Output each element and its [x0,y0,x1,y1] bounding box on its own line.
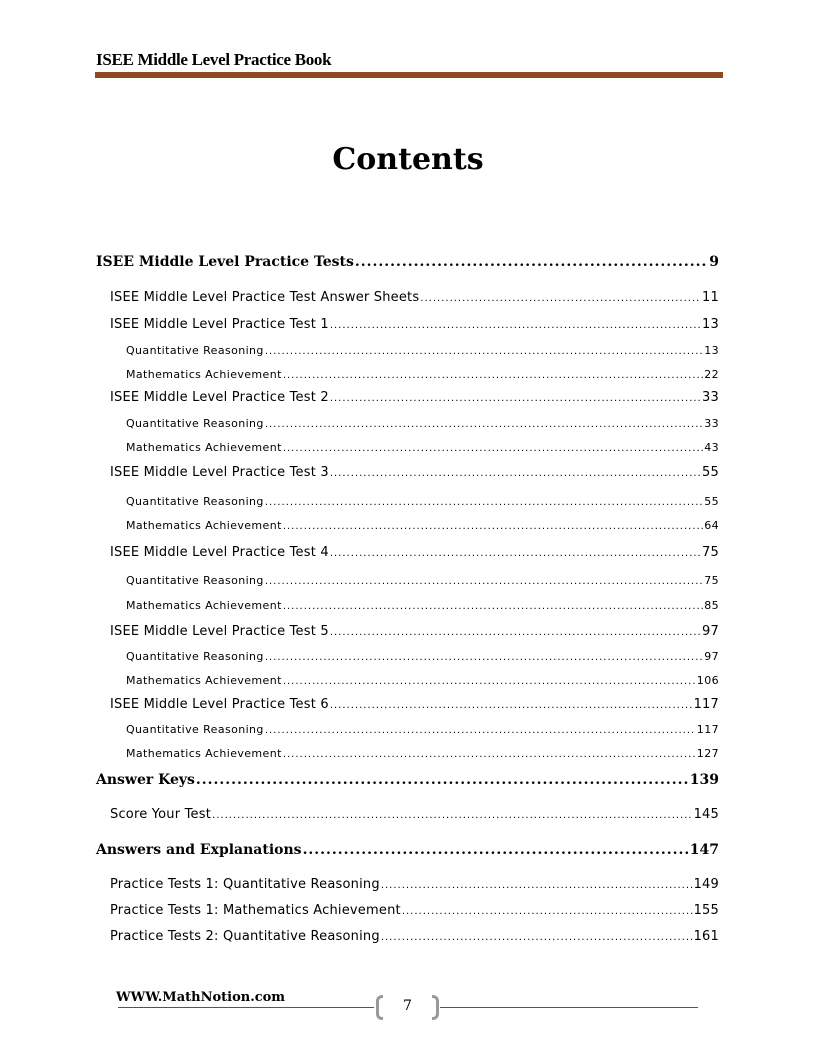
dot-leader [283,443,703,454]
toc-entry[interactable] [96,772,719,788]
toc-entry[interactable] [126,723,719,736]
toc-entry-title: ISEE Middle Level Practice Test 2 [110,390,329,405]
toc-entry-title: Quantitative Reasoning [126,723,264,736]
dot-leader [330,320,701,331]
toc-entry-title: Answers and Explanations [96,842,302,858]
toc-entry-page: 155 [693,903,719,918]
toc-entry-title: Mathematics Achievement [126,519,282,532]
toc-entry-page: 139 [689,772,719,788]
dot-leader [265,652,703,663]
toc-entry[interactable] [96,254,719,270]
toc-entry-title: Quantitative Reasoning [126,344,264,357]
toc-entry-title: Answer Keys [96,772,195,788]
toc-entry-title: ISEE Middle Level Practice Test 1 [110,317,329,332]
dot-leader [355,254,708,270]
left-bracket-ornament [376,995,383,1020]
toc-entry-page: 117 [693,697,719,712]
toc-entry-title: Practice Tests 1: Mathematics Achievement [110,903,401,918]
toc-entry-title: Mathematics Achievement [126,747,282,760]
toc-entry[interactable] [126,747,719,760]
toc-entry-page: 22 [704,368,719,381]
toc-entry-page: 33 [704,417,719,430]
toc-entry[interactable] [110,290,719,305]
toc-entry-page: 85 [704,599,719,612]
toc-entry-title: Mathematics Achievement [126,441,282,454]
toc-entry[interactable] [110,545,719,560]
toc-entry-title: Quantitative Reasoning [126,650,264,663]
dot-leader [402,906,693,917]
dot-leader [283,370,703,381]
toc-entry[interactable] [126,368,719,381]
dot-leader [381,880,693,891]
toc-entry[interactable] [126,674,719,687]
toc-entry-page: 145 [693,807,719,822]
toc-entry[interactable] [110,929,719,944]
toc-entry-page: 11 [702,290,719,305]
toc-entry-title: Practice Tests 2: Quantitative Reasoning [110,929,380,944]
toc-entry[interactable] [126,344,719,357]
footer-rule-left [118,1007,374,1008]
toc-entry-title: Mathematics Achievement [126,599,282,612]
toc-entry-page: 149 [693,877,719,892]
toc-entry-page: 43 [704,441,719,454]
dot-leader [381,932,693,943]
toc-entry-page: 147 [689,842,719,858]
toc-entry-title: Score Your Test [110,807,212,822]
dot-leader [212,810,693,821]
toc-entry[interactable] [126,574,719,587]
toc-entry[interactable] [110,465,719,480]
dot-leader [330,393,701,404]
toc-entry[interactable] [110,624,719,639]
dot-leader [283,521,703,532]
toc-entry-page: 75 [704,574,719,587]
dot-leader [265,725,696,736]
toc-entry[interactable] [126,650,719,663]
dot-leader [283,601,703,612]
dot-leader [196,772,689,788]
toc-entry-title: Mathematics Achievement [126,674,282,687]
website-link[interactable]: WWW.MathNotion.com [116,990,286,1005]
toc-entry-title: Practice Tests 1: Quantitative Reasoning [110,877,380,892]
toc-entry-page: 97 [702,624,719,639]
toc-entry[interactable] [126,519,719,532]
footer-rule-right [440,1007,698,1008]
toc-entry-title: Quantitative Reasoning [126,495,264,508]
toc-entry-page: 106 [696,674,719,687]
toc-entry-page: 13 [702,317,719,332]
toc-entry-title: ISEE Middle Level Practice Test 5 [110,624,329,639]
page-title: Contents [332,142,484,177]
right-bracket-ornament [432,995,439,1020]
toc-entry-title: Quantitative Reasoning [126,417,264,430]
book-title: ISEE Middle Level Practice Book [96,50,332,69]
dot-leader [330,700,693,711]
dot-leader [265,576,703,587]
toc-entry-title: Mathematics Achievement [126,368,282,381]
toc-entry-page: 33 [702,390,719,405]
toc-entry-title: ISEE Middle Level Practice Tests [96,254,354,270]
toc-entry-page: 161 [693,929,719,944]
dot-leader [330,627,701,638]
toc-entry-page: 97 [704,650,719,663]
toc-entry[interactable] [110,877,719,892]
toc-entry-page: 55 [702,465,719,480]
dot-leader [265,497,703,508]
toc-entry[interactable] [110,807,719,822]
dot-leader [265,419,703,430]
toc-entry[interactable] [110,390,719,405]
toc-entry-page: 55 [704,495,719,508]
toc-entry-title: ISEE Middle Level Practice Test Answer Sheets [110,290,420,305]
toc-entry[interactable] [126,441,719,454]
toc-entry[interactable] [126,417,719,430]
toc-entry-page: 64 [704,519,719,532]
dot-leader [420,293,701,304]
toc-entry-title: Quantitative Reasoning [126,574,264,587]
toc-entry[interactable] [110,697,719,712]
toc-entry[interactable] [110,903,719,918]
toc-entry-page: 75 [702,545,719,560]
toc-entry-title: ISEE Middle Level Practice Test 3 [110,465,329,480]
dot-leader [265,346,703,357]
dot-leader [303,842,689,858]
toc-entry-title: ISEE Middle Level Practice Test 6 [110,697,329,712]
toc-entry-page: 13 [704,344,719,357]
toc-entry-page: 127 [696,747,719,760]
page-number: 7 [403,998,412,1014]
toc-entry-page: 117 [696,723,719,736]
toc-entry[interactable] [110,317,719,332]
toc-entry[interactable] [126,599,719,612]
toc-entry-title: ISEE Middle Level Practice Test 4 [110,545,329,560]
dot-leader [330,548,701,559]
toc-entry[interactable] [96,842,719,858]
dot-leader [283,676,696,687]
toc-entry[interactable] [126,495,719,508]
dot-leader [283,749,696,760]
toc-entry-page: 9 [709,254,719,270]
dot-leader [330,468,701,479]
